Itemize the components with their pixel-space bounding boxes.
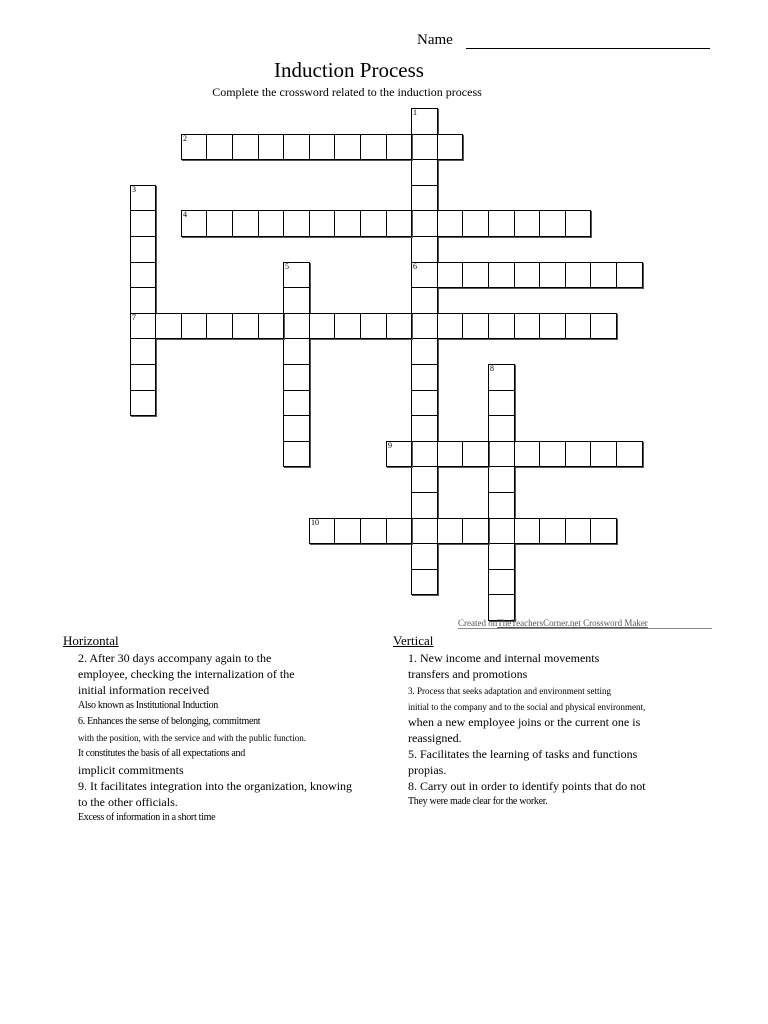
page-subtitle: Complete the crossword related to the induction process — [212, 85, 482, 99]
crossword-cell[interactable] — [590, 518, 617, 544]
crossword-cell[interactable] — [130, 210, 156, 237]
crossword-cell[interactable] — [488, 415, 515, 442]
crossword-cell[interactable] — [181, 313, 207, 339]
crossword-cell[interactable] — [488, 364, 515, 391]
clue-number: 4 — [183, 210, 187, 219]
crossword-cell[interactable] — [155, 313, 182, 339]
crossword-cell[interactable] — [283, 338, 310, 365]
crossword-cell[interactable] — [488, 492, 515, 519]
vertical-clue-line: 3. Process that seeks adaptation and environment setting — [408, 686, 611, 696]
vertical-clue-line: initial to the company and to the social and physical environment, — [408, 702, 646, 712]
crossword-cell[interactable] — [411, 415, 438, 442]
crossword-cell[interactable] — [514, 441, 540, 467]
vertical-clue-line: They were made clear for the worker. — [408, 796, 548, 807]
crossword-cell[interactable] — [411, 262, 438, 288]
vertical-clue-line: 8. Carry out in order to identify points that do not — [408, 779, 646, 793]
crossword-cell[interactable] — [488, 466, 515, 493]
crossword-cell[interactable] — [488, 262, 515, 288]
crossword-cell[interactable] — [181, 134, 207, 160]
crossword-cell[interactable] — [488, 313, 515, 339]
crossword-cell[interactable] — [360, 313, 387, 339]
crossword-cell[interactable] — [411, 159, 438, 186]
crossword-cell[interactable] — [386, 518, 412, 544]
crossword-cell[interactable] — [411, 338, 438, 365]
name-label: Name — [417, 32, 453, 48]
crossword-cell[interactable] — [130, 338, 156, 365]
crossword-cell[interactable] — [488, 441, 515, 467]
crossword-cell[interactable] — [411, 210, 438, 237]
crossword-cell[interactable] — [130, 364, 156, 391]
crossword-cell[interactable] — [309, 210, 335, 237]
horizontal-clue-line: implicit commitments — [78, 763, 184, 777]
crossword-cell[interactable] — [539, 518, 566, 544]
crossword-cell[interactable] — [411, 287, 438, 314]
horizontal-clue-line: initial information received — [78, 683, 210, 697]
crossword-cell[interactable] — [232, 210, 259, 237]
crossword-cell[interactable] — [411, 390, 438, 416]
crossword-cell[interactable] — [386, 210, 412, 237]
clue-number: 7 — [132, 313, 136, 322]
crossword-cell[interactable] — [539, 210, 566, 237]
crossword-cell[interactable] — [258, 134, 284, 160]
crossword-cell[interactable] — [130, 287, 156, 314]
crossword-cell[interactable] — [437, 262, 463, 288]
crossword-cell[interactable] — [565, 262, 591, 288]
crossword-cell[interactable] — [411, 134, 438, 160]
crossword-cell[interactable] — [258, 210, 284, 237]
crossword-cell[interactable] — [590, 441, 617, 467]
vertical-clue-line: 5. Facilitates the learning of tasks and functions — [408, 747, 638, 761]
crossword-cell[interactable] — [565, 518, 591, 544]
crossword-cell[interactable] — [386, 134, 412, 160]
crossword-cell[interactable] — [462, 210, 489, 237]
crossword-cell[interactable] — [334, 210, 361, 237]
crossword-cell[interactable] — [488, 390, 515, 416]
crossword-cell[interactable] — [411, 518, 438, 544]
crossword-cell[interactable] — [334, 313, 361, 339]
crossword-cell[interactable] — [437, 441, 463, 467]
clue-number: 3 — [132, 185, 136, 194]
horizontal-clue-line: It constitutes the basis of all expectations and — [78, 748, 245, 759]
crossword-cell[interactable] — [360, 134, 387, 160]
crossword-cell[interactable] — [232, 313, 259, 339]
clue-number: 1 — [413, 108, 417, 117]
crossword-cell[interactable] — [283, 210, 310, 237]
crossword-cell[interactable] — [283, 364, 310, 391]
crossword-cell[interactable] — [488, 569, 515, 595]
crossword-cell[interactable] — [232, 134, 259, 160]
crossword-cell[interactable] — [411, 569, 438, 595]
crossword-cell[interactable] — [488, 543, 515, 570]
credit-link[interactable]: TheTeachersCorner.net Crossword Maker — [497, 618, 648, 628]
crossword-cell[interactable] — [283, 415, 310, 442]
crossword-cell[interactable] — [514, 313, 540, 339]
horizontal-clue-line: employee, checking the internalization of the — [78, 667, 295, 681]
crossword-cell[interactable] — [386, 313, 412, 339]
crossword-cell[interactable] — [411, 236, 438, 263]
crossword-cell[interactable] — [462, 262, 489, 288]
vertical-clue-line: reassigned. — [408, 731, 462, 745]
crossword-cell[interactable] — [514, 210, 540, 237]
vertical-clue-line: transfers and promotions — [408, 667, 528, 681]
crossword-cell[interactable] — [258, 313, 284, 339]
crossword-cell[interactable] — [130, 262, 156, 288]
page-title: Induction Process — [274, 58, 424, 82]
crossword-cell[interactable] — [283, 287, 310, 314]
credit-underline — [458, 628, 712, 629]
crossword-cell[interactable] — [411, 492, 438, 519]
vertical-heading: Vertical — [393, 633, 434, 648]
crossword-cell[interactable] — [565, 313, 591, 339]
crossword-cell[interactable] — [437, 518, 463, 544]
crossword-cell[interactable] — [590, 313, 617, 339]
crossword-cell[interactable] — [514, 518, 540, 544]
credit-text — [458, 618, 648, 628]
crossword-cell[interactable] — [462, 313, 489, 339]
crossword-cell[interactable] — [437, 134, 463, 160]
vertical-clue-line: when a new employee joins or the current one is — [408, 715, 641, 729]
crossword-cell[interactable] — [411, 108, 438, 135]
crossword-cell[interactable] — [488, 518, 515, 544]
horizontal-clue-line: to the other officials. — [78, 795, 178, 809]
crossword-cell[interactable] — [539, 262, 566, 288]
crossword-cell[interactable] — [206, 313, 233, 339]
crossword-cell[interactable] — [411, 313, 438, 339]
crossword-cell[interactable] — [309, 134, 335, 160]
crossword-cell[interactable] — [437, 313, 463, 339]
crossword-cell[interactable] — [309, 313, 335, 339]
clue-number: 8 — [490, 364, 494, 373]
crossword-cell[interactable] — [411, 543, 438, 570]
crossword-cell[interactable] — [616, 262, 643, 288]
crossword-cell[interactable] — [488, 210, 515, 237]
crossword-cell[interactable] — [411, 364, 438, 391]
horizontal-clue-line: 9. It facilitates integration into the organization, knowing — [78, 779, 353, 793]
crossword-cell[interactable] — [283, 262, 310, 288]
crossword-cell[interactable] — [206, 210, 233, 237]
horizontal-clue-line: with the position, with the service and with the public function. — [78, 733, 306, 743]
horizontal-clue-line: Excess of information in a short time — [78, 812, 216, 823]
crossword-cell[interactable] — [539, 313, 566, 339]
crossword-cell[interactable] — [206, 134, 233, 160]
crossword-cell[interactable] — [590, 262, 617, 288]
horizontal-clue-line: 2. After 30 days accompany again to the — [78, 651, 272, 665]
horizontal-clue-line: 6. Enhances the sense of belonging, commitment — [78, 716, 261, 727]
crossword-cell[interactable] — [283, 134, 310, 160]
clue-number: 6 — [413, 262, 417, 271]
crossword-cell[interactable] — [565, 210, 591, 237]
crossword-cell[interactable] — [360, 518, 387, 544]
crossword-cell[interactable] — [462, 441, 489, 467]
crossword-cell[interactable] — [334, 134, 361, 160]
clue-number: 5 — [285, 262, 289, 271]
crossword-cell[interactable] — [411, 185, 438, 211]
vertical-clue-line: propias. — [408, 763, 447, 777]
crossword-cell[interactable] — [514, 262, 540, 288]
crossword-cell[interactable] — [360, 210, 387, 237]
clue-number: 2 — [183, 134, 187, 143]
clue-number: 9 — [388, 441, 392, 450]
clue-number: 10 — [311, 518, 319, 527]
vertical-clue-line: 1. New income and internal movements — [408, 651, 600, 665]
crossword-cell[interactable] — [283, 313, 310, 339]
crossword-cell[interactable] — [309, 518, 335, 544]
horizontal-clue-line: Also known as Institutional Induction — [78, 700, 218, 711]
crossword-cell[interactable] — [437, 210, 463, 237]
horizontal-heading: Horizontal — [63, 633, 119, 648]
crossword-cell[interactable] — [181, 210, 207, 237]
crossword-cell[interactable] — [130, 313, 156, 339]
crossword-cell[interactable] — [539, 441, 566, 467]
crossword-cell[interactable] — [283, 390, 310, 416]
crossword-cell[interactable] — [130, 236, 156, 263]
crossword-cell[interactable] — [565, 441, 591, 467]
crossword-cell[interactable] — [616, 441, 643, 467]
crossword-cell[interactable] — [386, 441, 412, 467]
crossword-cell[interactable] — [130, 185, 156, 211]
crossword-cell[interactable] — [411, 441, 438, 467]
crossword-cell[interactable] — [462, 518, 489, 544]
credit-prefix: Created on — [458, 618, 498, 628]
crossword-cell[interactable] — [488, 594, 515, 621]
crossword-cell[interactable] — [283, 441, 310, 467]
crossword-cell[interactable] — [334, 518, 361, 544]
crossword-cell[interactable] — [411, 466, 438, 493]
crossword-cell[interactable] — [130, 390, 156, 416]
